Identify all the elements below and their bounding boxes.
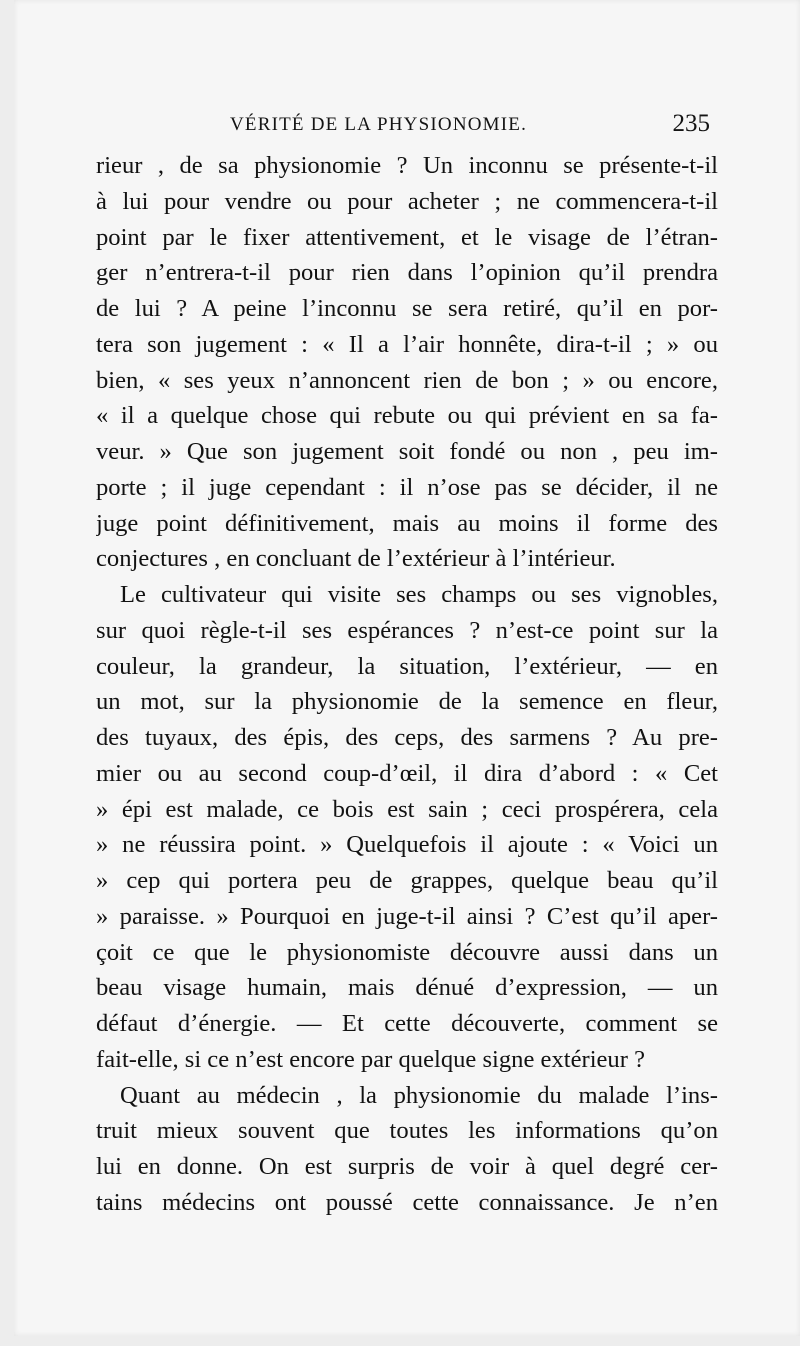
body-text bbox=[96, 148, 718, 1221]
text-line: défaut d’énergie. — Et cette découverte, comment se bbox=[96, 1010, 718, 1037]
text-line: » épi est malade, ce bois est sain ; ceci prospérera, cela bbox=[96, 795, 718, 823]
paragraph-end-line: conjectures , en concluant de l’extérieur à l’intérieur. bbox=[96, 545, 616, 573]
text-line: veur. » Que son jugement soit fondé ou non , peu im- bbox=[96, 438, 718, 465]
text-line: çoit ce que le physionomiste découvre aussi dans un bbox=[96, 938, 718, 966]
text-line: » paraisse. » Pourquoi en juge-t-il ainsi ? C’est qu’il aper- bbox=[96, 902, 718, 930]
text-line: rieur , de sa physionomie ? Un inconnu se présente-t-il bbox=[96, 152, 718, 179]
text-line: lui en donne. On est surpris de voir à quel degré cer- bbox=[96, 1153, 718, 1180]
text-line: sur quoi règle-t-il ses espérances ? n’est-ce point sur la bbox=[96, 616, 718, 644]
text-line: » ne réussira point. » Quelquefois il ajoute : « Voici un bbox=[96, 831, 718, 859]
text-line: tains médecins ont poussé cette connaissance. Je n’en bbox=[96, 1188, 718, 1216]
text-line: truit mieux souvent que toutes les informations qu’on bbox=[96, 1117, 718, 1145]
text-line: un mot, sur la physionomie de la semence en fleur, bbox=[96, 688, 718, 716]
text-line: tera son jugement : « Il a l’air honnête, dira-t-il ; » ou bbox=[96, 330, 718, 358]
text-line: porte ; il juge cependant : il n’ose pas se décider, il ne bbox=[96, 473, 718, 501]
text-line: ger n’entrera-t-il pour rien dans l’opinion qu’il prendra bbox=[96, 259, 718, 287]
text-line: de lui ? A peine l’inconnu se sera retiré, qu’il en por- bbox=[96, 295, 718, 322]
text-line: juge point définitivement, mais au moins il forme des bbox=[96, 509, 718, 537]
page-number: 235 bbox=[672, 110, 710, 137]
text-line: à lui pour vendre ou pour acheter ; ne commencera-t-il bbox=[96, 187, 718, 215]
paragraph-end-line: fait-elle, si ce n’est encore par quelque signe extérieur ? bbox=[96, 1045, 645, 1073]
text-line: mier ou au second coup-d’œil, il dira d’abord : « Cet bbox=[96, 759, 718, 787]
text-line: « il a quelque chose qui rebute ou qui prévient en sa fa- bbox=[96, 402, 718, 430]
text-line: couleur, la grandeur, la situation, l’extérieur, — en bbox=[96, 652, 718, 680]
text-line: beau visage humain, mais dénué d’expression, — un bbox=[96, 974, 718, 1002]
paragraph-start-line: Le cultivateur qui visite ses champs ou ses vignobles, bbox=[120, 581, 718, 608]
running-title: VÉRITÉ DE LA PHYSIONOMIE. bbox=[230, 114, 528, 135]
text-line: bien, « ses yeux n’annoncent rien de bon ; » ou encore, bbox=[96, 366, 718, 394]
running-header bbox=[230, 110, 710, 140]
paragraph-start-line: Quant au médecin , la physionomie du malade l’ins- bbox=[120, 1081, 718, 1109]
text-line: » cep qui portera peu de grappes, quelque beau qu’il bbox=[96, 867, 718, 894]
text-line: point par le fixer attentivement, et le visage de l’étran- bbox=[96, 223, 718, 251]
text-line: des tuyaux, des épis, des ceps, des sarmens ? Au pre- bbox=[96, 724, 718, 751]
